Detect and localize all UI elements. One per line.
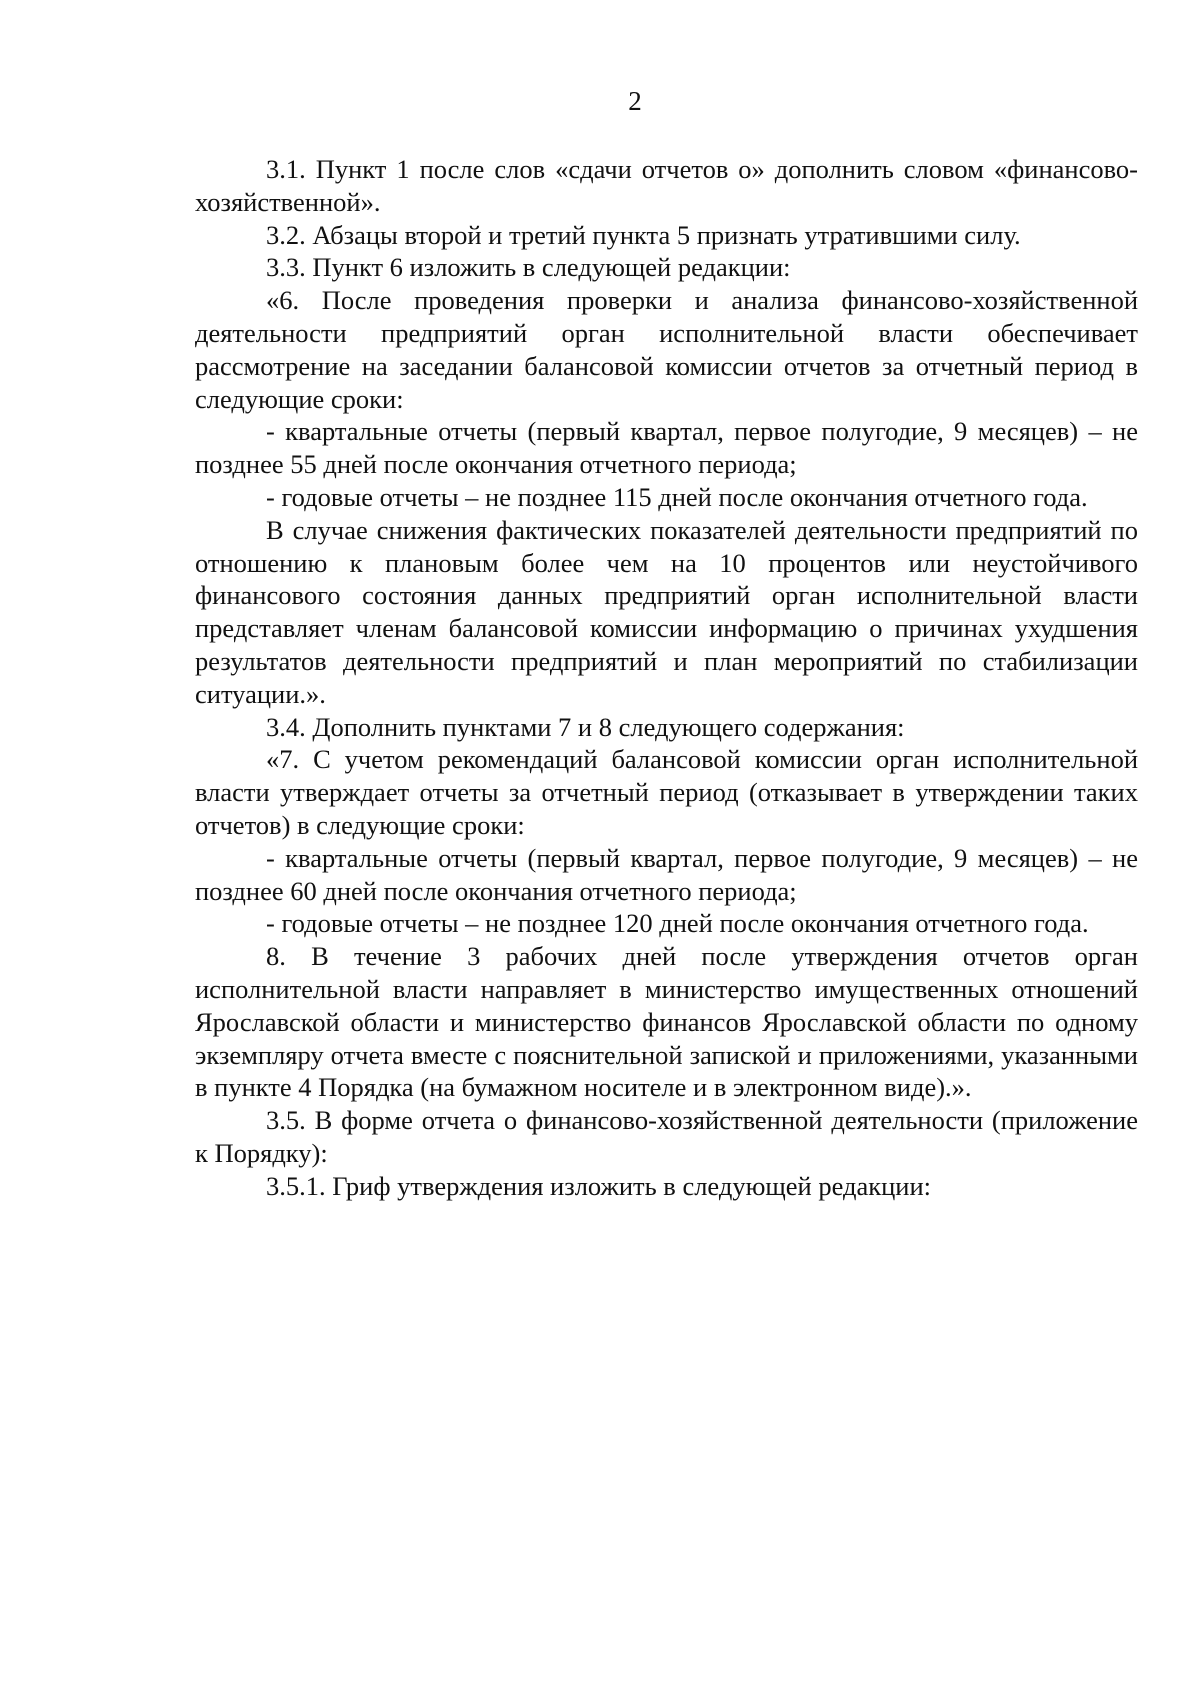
document-body: [195, 153, 1138, 1203]
paragraph-annual-deadline-120: - годовые отчеты – не позднее 120 дней после окончания отчетного года.: [266, 908, 1089, 939]
paragraph-3-2: 3.2. Абзацы второй и третий пункта 5 признать утратившими силу.: [266, 219, 1021, 250]
paragraph-quarterly-deadline-60: - квартальные отчеты (первый квартал, первое полугодие, 9 месяцев) – не позднее 60 дней после окончания отчетного периода;: [195, 842, 1138, 906]
paragraph-3-3: 3.3. Пункт 6 изложить в следующей редакции:: [266, 252, 791, 283]
paragraph-annual-deadline-115: - годовые отчеты – не позднее 115 дней после окончания отчетного года.: [266, 481, 1088, 512]
paragraph-3-5: 3.5. В форме отчета о финансово-хозяйственной деятельности (приложение к Порядку):: [195, 1105, 1138, 1168]
paragraph-3-4: 3.4. Дополнить пунктами 7 и 8 следующего содержания:: [266, 711, 905, 742]
paragraph-decline-case: В случае снижения фактических показателей деятельности предприятий по отношению к плановым более чем на 10 процентов или неустойчивого финансового состояния данных предприятий орган исполнительной власти представляет членам балансовой комиссии информацию о причинах ухудшения результатов деятельности предприятий и план мероприятий по стабилизации ситуации.».: [195, 514, 1138, 709]
paragraph-3-5-1: 3.5.1. Гриф утверждения изложить в следующей редакции:: [266, 1170, 932, 1201]
paragraph-item-7: «7. С учетом рекомендаций балансовой комиссии орган исполнительной власти утверждает отчеты за отчетный период (отказывает в утверждении таких отчетов) в следующие сроки:: [195, 744, 1138, 840]
paragraph-quarterly-deadline-55: - квартальные отчеты (первый квартал, первое полугодие, 9 месяцев) – не позднее 55 дней после окончания отчетного периода;: [195, 416, 1138, 480]
paragraph-item-8: 8. В течение 3 рабочих дней после утверждения отчетов орган исполнительной власти направляет в министерство имущественных отношений Ярославской области и министерство финансов Ярославской области по одному экземпляру отчета вместе с пояснительной запиской и приложениями, указанными в пункте 4 Порядка (на бумажном носителе и в электронном виде).».: [195, 941, 1138, 1103]
paragraph-3-1: 3.1. Пункт 1 после слов «сдачи отчетов о» дополнить словом «финансово-хозяйственной».: [195, 154, 1138, 217]
paragraph-item-6: «6. После проведения проверки и анализа финансово-хозяйственной деятельности предприятий орган исполнительной власти обеспечивает рассмотрение на заседании балансовой комиссии отчетов за отчетный период в следующие сроки:: [195, 285, 1138, 414]
page-number: 2: [628, 86, 642, 116]
